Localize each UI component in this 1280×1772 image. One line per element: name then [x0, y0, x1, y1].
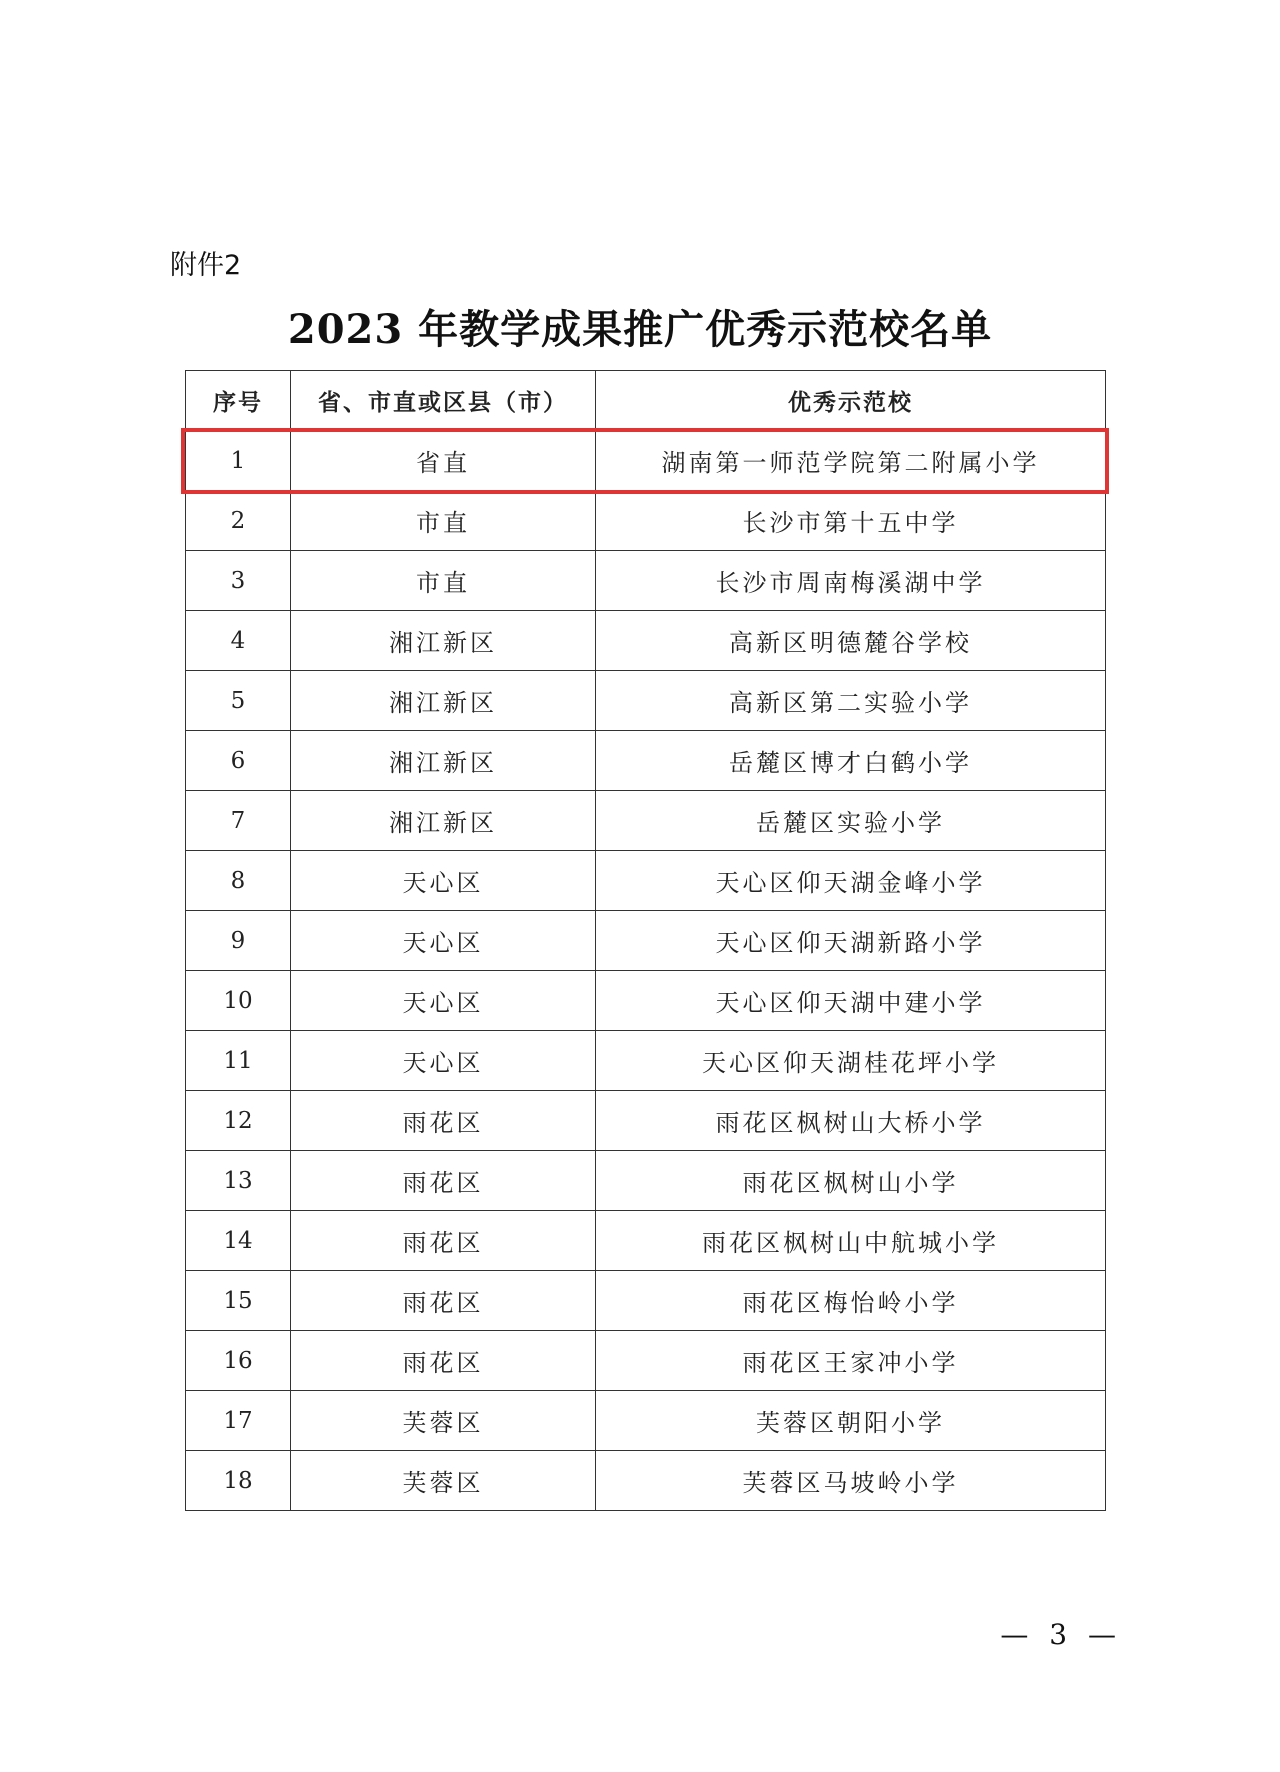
cell-area: 天心区: [291, 851, 596, 911]
cell-area: 省直: [291, 431, 596, 491]
cell-school: 雨花区枫树山小学: [596, 1151, 1106, 1211]
table-row: [186, 611, 1106, 671]
cell-seq: 14: [186, 1211, 291, 1271]
table-row: [186, 791, 1106, 851]
table-row: [186, 1391, 1106, 1451]
table-row: [186, 1211, 1106, 1271]
cell-school: 长沙市第十五中学: [596, 491, 1106, 551]
cell-seq: 13: [186, 1151, 291, 1211]
cell-seq: 16: [186, 1331, 291, 1391]
cell-seq: 10: [186, 971, 291, 1031]
header-school: 优秀示范校: [596, 371, 1106, 431]
cell-area: 芙蓉区: [291, 1391, 596, 1451]
cell-school: 湖南第一师范学院第二附属小学: [596, 431, 1106, 491]
cell-area: 雨花区: [291, 1271, 596, 1331]
cell-area: 天心区: [291, 1031, 596, 1091]
page-title: 2023 年教学成果推广优秀示范校名单: [287, 306, 993, 353]
cell-area: 雨花区: [291, 1091, 596, 1151]
table-row: [186, 731, 1106, 791]
cell-school: 雨花区王家冲小学: [596, 1331, 1106, 1391]
cell-area: 雨花区: [291, 1331, 596, 1391]
cell-area: 市直: [291, 491, 596, 551]
school-list-table: [185, 370, 1106, 1511]
cell-school: 雨花区枫树山中航城小学: [596, 1211, 1106, 1271]
header-seq: 序号: [186, 371, 291, 431]
table-header-row: [186, 371, 1106, 431]
cell-school: 雨花区梅怡岭小学: [596, 1271, 1106, 1331]
table-row: [186, 1091, 1106, 1151]
table-body: [186, 431, 1106, 1511]
cell-area: 雨花区: [291, 1211, 596, 1271]
table-row: [186, 551, 1106, 611]
cell-seq: 5: [186, 671, 291, 731]
table-row: [186, 971, 1106, 1031]
cell-seq: 17: [186, 1391, 291, 1451]
table-row: [186, 911, 1106, 971]
cell-seq: 15: [186, 1271, 291, 1331]
cell-school: 岳麓区实验小学: [596, 791, 1106, 851]
cell-seq: 11: [186, 1031, 291, 1091]
cell-school: 天心区仰天湖中建小学: [596, 971, 1106, 1031]
cell-school: 天心区仰天湖金峰小学: [596, 851, 1106, 911]
cell-school: 高新区第二实验小学: [596, 671, 1106, 731]
cell-seq: 18: [186, 1451, 291, 1511]
table-row: [186, 851, 1106, 911]
header-area: 省、市直或区县（市）: [291, 371, 596, 431]
cell-seq: 4: [186, 611, 291, 671]
cell-school: 天心区仰天湖新路小学: [596, 911, 1106, 971]
table-row: [186, 1331, 1106, 1391]
table-row: [186, 431, 1106, 491]
cell-seq: 12: [186, 1091, 291, 1151]
cell-school: 芙蓉区朝阳小学: [596, 1391, 1106, 1451]
table-row: [186, 1031, 1106, 1091]
cell-seq: 2: [186, 491, 291, 551]
cell-area: 芙蓉区: [291, 1451, 596, 1511]
page-number: — 3 —: [1000, 1618, 1122, 1651]
cell-area: 天心区: [291, 971, 596, 1031]
attachment-label: 附件2: [170, 250, 242, 281]
cell-school: 天心区仰天湖桂花坪小学: [596, 1031, 1106, 1091]
cell-seq: 7: [186, 791, 291, 851]
cell-area: 湘江新区: [291, 731, 596, 791]
cell-seq: 3: [186, 551, 291, 611]
cell-school: 芙蓉区马坡岭小学: [596, 1451, 1106, 1511]
cell-area: 湘江新区: [291, 791, 596, 851]
table-row: [186, 1151, 1106, 1211]
table-row: [186, 1451, 1106, 1511]
table-row: [186, 671, 1106, 731]
cell-school: 高新区明德麓谷学校: [596, 611, 1106, 671]
cell-area: 天心区: [291, 911, 596, 971]
cell-school: 长沙市周南梅溪湖中学: [596, 551, 1106, 611]
cell-area: 湘江新区: [291, 611, 596, 671]
table-row: [186, 1271, 1106, 1331]
cell-area: 湘江新区: [291, 671, 596, 731]
cell-seq: 8: [186, 851, 291, 911]
cell-school: 雨花区枫树山大桥小学: [596, 1091, 1106, 1151]
cell-area: 雨花区: [291, 1151, 596, 1211]
cell-area: 市直: [291, 551, 596, 611]
cell-seq: 1: [186, 431, 291, 491]
table-row: [186, 491, 1106, 551]
cell-school: 岳麓区博才白鹤小学: [596, 731, 1106, 791]
cell-seq: 6: [186, 731, 291, 791]
cell-seq: 9: [186, 911, 291, 971]
